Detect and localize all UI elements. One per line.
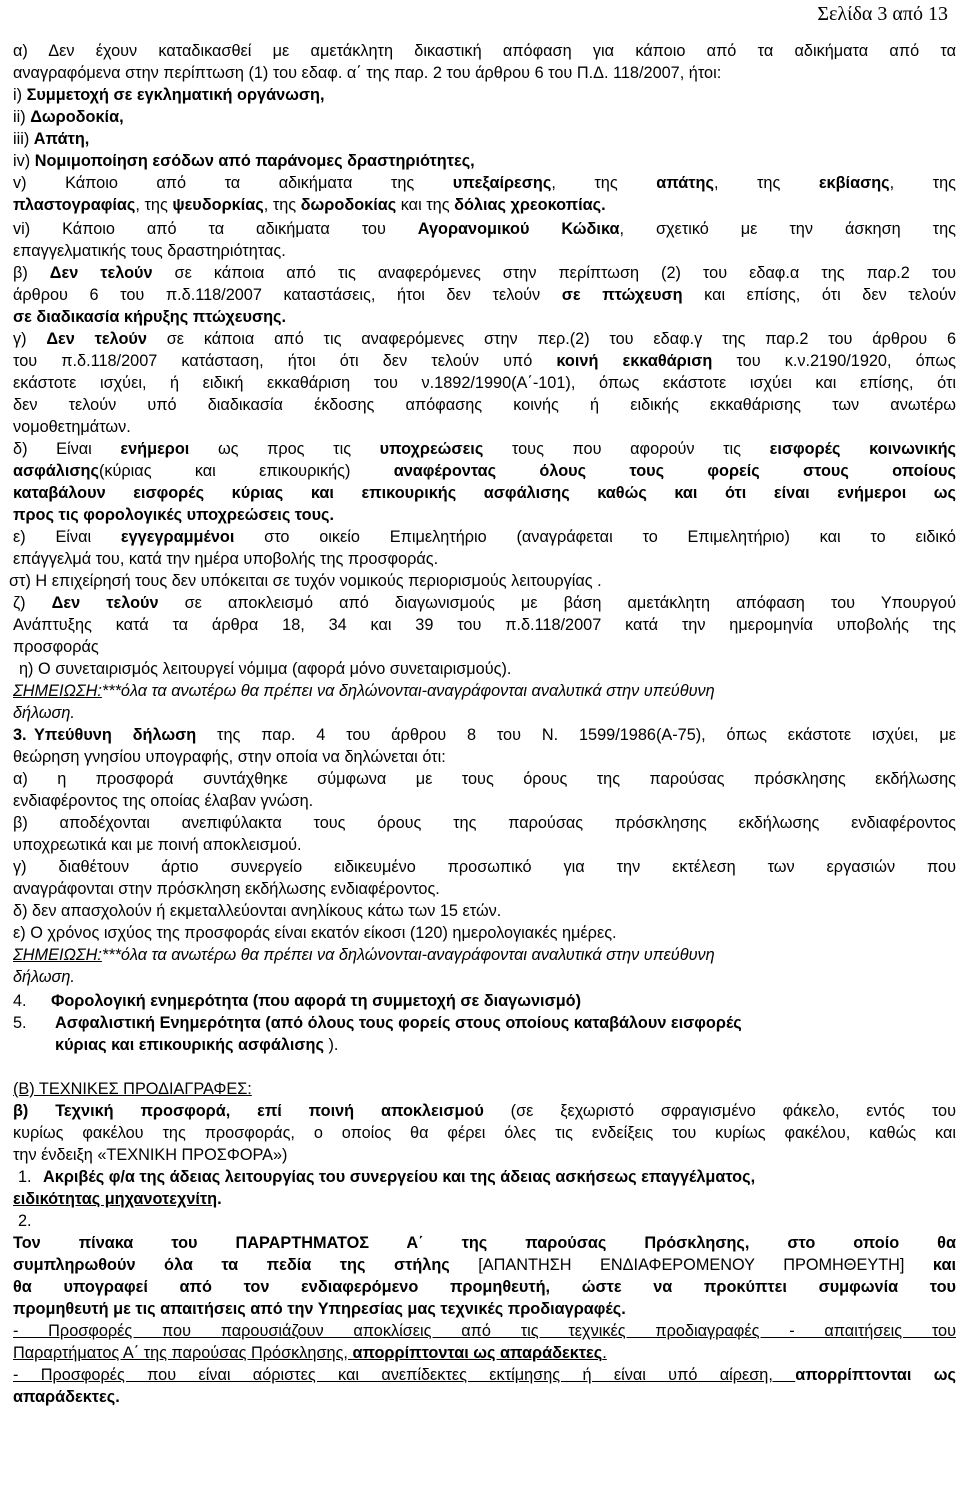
para-b-line2: άρθρου 6 του π.δ.118/2007 καταστάσεις, ήτοι δεν τελούν σε πτώχευση και επίσης, ότι δεν τελούν — [13, 286, 956, 304]
tech-item-2-line2: συμπληρωθούν όλα τα πεδία της στήλης [ΑΠΑΝΤΗΣΗ ΕΝΔΙΑΦΕΡΟΜΕΝΟΥ ΠΡΟΜΗΘΕΥΤΗ] και — [13, 1256, 956, 1274]
section-3-b-line1: β) αποδέχονται ανεπιφύλακτα τους όρους της παρούσας πρόσκλησης εκδήλωσης ενδιαφέροντος — [13, 814, 956, 832]
section-3-e-line1: ε) Ο χρόνος ισχύος της προσφοράς είναι εκατόν είκοσι (120) ημερολογιακές ημέρες. — [13, 924, 617, 942]
tech-specs-heading: (Β) ΤΕΧΝΙΚΕΣ ΠΡΟΔΙΑΓΡΑΦΕΣ: — [13, 1080, 252, 1098]
item-iv-label: iv) — [13, 152, 35, 170]
tech-item-2-line4: προμηθευτή με τις απαιτήσεις από την Υπηρεσίας μας τεχνικές προδιαγραφές. — [13, 1300, 626, 1318]
section-5-number: 5. — [13, 1014, 27, 1032]
para-z-line1: ζ) Δεν τελούν σε αποκλεισμό από διαγωνισμούς με βάση αμετάκλητη απόφαση του Υπουργού — [13, 594, 956, 612]
tech-line1: β) Τεχνική προσφορά, επί ποινή αποκλεισμού (σε ξεχωριστό σφραγισμένο φάκελο, εντός του — [13, 1102, 956, 1120]
tech-line2: κυρίως φακέλου της προσφοράς, ο οποίος θα φέρει όλες τις ενδείξεις του κυρίως φακέλου, καθώς και — [13, 1124, 956, 1142]
para-a-line2: αναγραφόμενα στην περίπτωση (1) του εδαφ. α΄ της παρ. 2 του άρθρου 6 του Π.Δ. 118/2007, ήτοι: — [13, 64, 722, 82]
tech-dash-1-line2: Παραρτήματος Α΄ της παρούσας Πρόσκλησης, απορρίπτονται ως απαράδεκτες. — [13, 1344, 607, 1362]
para-z-line2: Ανάπτυξης κατά τα άρθρα 18, 34 και 39 του π.δ.118/2007 κατά την ημερομηνία υποβολής της — [13, 616, 956, 634]
item-iv-text: Νομιμοποίηση εσόδων από παράνομες δραστηριότητες, — [34, 152, 475, 170]
section-3-line1: Υπεύθυνη δήλωση της παρ. 4 του άρθρου 8 του Ν. 1599/1986(Α-75), όπως εκάστοτε ισχύει, με — [34, 726, 956, 744]
para-e-line1: ε) Είναι εγγεγραμμένοι στο οικείο Επιμελητήριο (αναγράφεται το Επιμελητήριο) και το ειδικό — [13, 528, 956, 546]
note-1-line1: ΣΗΜΕΙΩΣΗ:***όλα τα ανωτέρω θα πρέπει να δηλώνονται-αναγράφονται αναλυτικά στην υπεύθυνη — [13, 682, 715, 700]
item-vi-line2: επαγγελματικής τους δραστηριότητας. — [13, 242, 286, 260]
item-iii-text: Απάτη, — [33, 130, 90, 148]
tech-item-1-line2: ειδικότητας μηχανοτεχνίτη. — [13, 1190, 222, 1208]
para-b-line1: β) Δεν τελούν σε κάποια από τις αναφερόμενες στην περίπτωση (2) του εδαφ.α της παρ.2 του — [13, 264, 956, 282]
page-number: Σελίδα 3 από 13 — [817, 3, 948, 25]
tech-line3: την ένδειξη «ΤΕΧΝΙΚΗ ΠΡΟΣΦΟΡΑ») — [13, 1146, 288, 1164]
item-iv — [13, 150, 475, 172]
item-ii — [13, 106, 124, 128]
tech-item-1-line1: Ακριβές φ/α της άδειας λειτουργίας του συνεργείου και της άδειας ασκήσεως επαγγέλματος, — [43, 1168, 756, 1186]
para-c-line4: δεν τελούν υπό διαδικασία έκδοσης απόφασης κοινής ή ειδικής εκκαθάρισης των ανωτέρω — [13, 396, 956, 414]
section-3-d-line1: δ) δεν απασχολούν ή εκμεταλλεύονται ανηλίκους κάτω των 15 ετών. — [13, 902, 502, 920]
para-d-line2: ασφάλισης(κύριας και επικουρικής) αναφέροντας όλους τους φορείς στους οποίους — [13, 462, 956, 480]
section-3-c-line1: γ) διαθέτουν άρτιο συνεργείο ειδικευμένο προσωπικό για την εκτέλεση των εργασιών που — [13, 858, 956, 876]
para-e-line2: επάγγελμά του, κατά την ημέρα υποβολής της προσφοράς. — [13, 550, 439, 568]
para-b-line3: σε διαδικασία κήρυξης πτώχευσης. — [13, 308, 287, 326]
tech-item-2-line1: Τον πίνακα του ΠΑΡΑΡΤΗΜΑΤΟΣ Α΄ της παρούσας Πρόσκλησης, στο οποίο θα — [13, 1234, 956, 1252]
para-d-line1: δ) Είναι ενήμεροι ως προς τις υποχρεώσεις τους που αφορούν τις εισφορές κοινωνικής — [13, 440, 956, 458]
item-i — [13, 84, 325, 106]
para-c-line2: του π.δ.118/2007 κατάσταση, ήτοι ότι δεν τελούν υπό κοινή εκκαθάριση του κ.ν.2190/1920, όπως — [13, 352, 956, 370]
tech-item-2-number: 2. — [18, 1212, 32, 1230]
tech-dash-2-line2: απαράδεκτες. — [13, 1388, 120, 1406]
para-a-line1: α) Δεν έχουν καταδικασθεί με αμετάκλητη δικαστική απόφαση για κάποιο από τα αδικήματα από τα — [13, 42, 956, 60]
note-2-label: ΣΗΜΕΙΩΣΗ: — [13, 946, 102, 964]
item-ii-label: ii) — [13, 108, 31, 126]
section-5-line1: Ασφαλιστική Ενημερότητα (από όλους τους φορείς στους οποίους καταβάλουν εισφορές — [55, 1014, 742, 1032]
section-4-number: 4. — [13, 992, 27, 1010]
para-d-line4: προς τις φορολογικές υποχρεώσεις τους. — [13, 506, 335, 524]
section-3-number: 3. — [13, 726, 27, 744]
para-d-line3: καταβάλουν εισφορές κύριας και επικουρικής ασφάλισης καθώς και ότι είναι ενήμεροι ως — [13, 484, 956, 502]
para-h-line1: η) Ο συνεταιρισμός λειτουργεί νόμιμα (αφορά μόνο συνεταιρισμούς). — [19, 660, 512, 678]
para-c-line1: γ) Δεν τελούν σε κάποια από τις αναφερόμενες στην περ.(2) του εδαφ.γ της παρ.2 του άρθρου 6 — [13, 330, 956, 348]
section-3-line2: θεώρηση γνησίου υπογραφής, στην οποία να δηλώνεται ότι: — [13, 748, 446, 766]
section-4-text: Φορολογική ενημερότητα (που αφορά τη συμμετοχή σε διαγωνισμό) — [51, 992, 582, 1010]
para-st-line1: στ) Η επιχείρησή τους δεν υπόκειται σε τυχόν νομικούς περιορισμούς λειτουργίας . — [9, 572, 602, 590]
section-3-c-line2: αναγράφονται στην πρόσκληση εκδήλωσης ενδιαφέροντος. — [13, 880, 440, 898]
note-2-line2: δήλωση. — [13, 968, 75, 986]
item-i-label: i) — [13, 86, 27, 104]
tech-dash-2-line1: - Προσφορές που είναι αόριστες και ανεπίδεκτες εκτίμησης ή είναι υπό αίρεση, απορρίπτονται ως — [13, 1366, 956, 1384]
para-z-line3: προσφοράς — [13, 638, 99, 656]
tech-item-2-line3: θα υπογραφεί από τον ενδιαφερόμενο προμηθευτή, ώστε να προκύπτει συμφωνία του — [13, 1278, 956, 1296]
note-1-label: ΣΗΜΕΙΩΣΗ: — [13, 682, 102, 700]
item-v-line1: v) Κάποιο από τα αδικήματα της υπεξαίρεσης, της απάτης, της εκβίασης, της — [13, 174, 956, 192]
note-1-line2: δήλωση. — [13, 704, 75, 722]
section-3-a-line2: ενδιαφέροντος της οποίας έλαβαν γνώση. — [13, 792, 314, 810]
section-3-b-line2: υποχρεωτικά και με ποινή αποκλεισμού. — [13, 836, 302, 854]
item-iii-label: iii) — [13, 130, 34, 148]
item-i-text: Συμμετοχή σε εγκληματική οργάνωση, — [26, 86, 325, 104]
tech-item-1-number: 1. — [18, 1168, 32, 1186]
note-2-line1: ΣΗΜΕΙΩΣΗ:***όλα τα ανωτέρω θα πρέπει να δηλώνονται-αναγράφονται αναλυτικά στην υπεύθυνη — [13, 946, 715, 964]
tech-dash-1-line1: - Προσφορές που παρουσιάζουν αποκλίσεις από τις τεχνικές προδιαγραφές - απαιτήσεις του — [13, 1322, 956, 1340]
item-ii-text: Δωροδοκία, — [30, 108, 124, 126]
item-v-line2: πλαστογραφίας, της ψευδορκίας, της δωροδοκίας και της δόλιας χρεοκοπίας. — [13, 196, 606, 214]
para-c-line3: εκάστοτε ισχύει, ή ειδική εκκαθάριση του ν.1892/1990(Α΄-101), όπως εκάστοτε ισχύει και επίσης, ότι — [13, 374, 956, 392]
section-5-line2: κύριας και επικουρικής ασφάλισης ). — [55, 1036, 339, 1054]
item-vi-line1: vi) Κάποιο από τα αδικήματα του Αγορανομικού Κώδικα, σχετικό με την άσκηση της — [13, 220, 956, 238]
para-c-line5: νομοθετημάτων. — [13, 418, 131, 436]
item-iii — [13, 128, 89, 150]
section-3-a-line1: α) η προσφορά συντάχθηκε σύμφωνα με τους όρους της παρούσας πρόσκλησης εκδήλωσης — [13, 770, 956, 788]
